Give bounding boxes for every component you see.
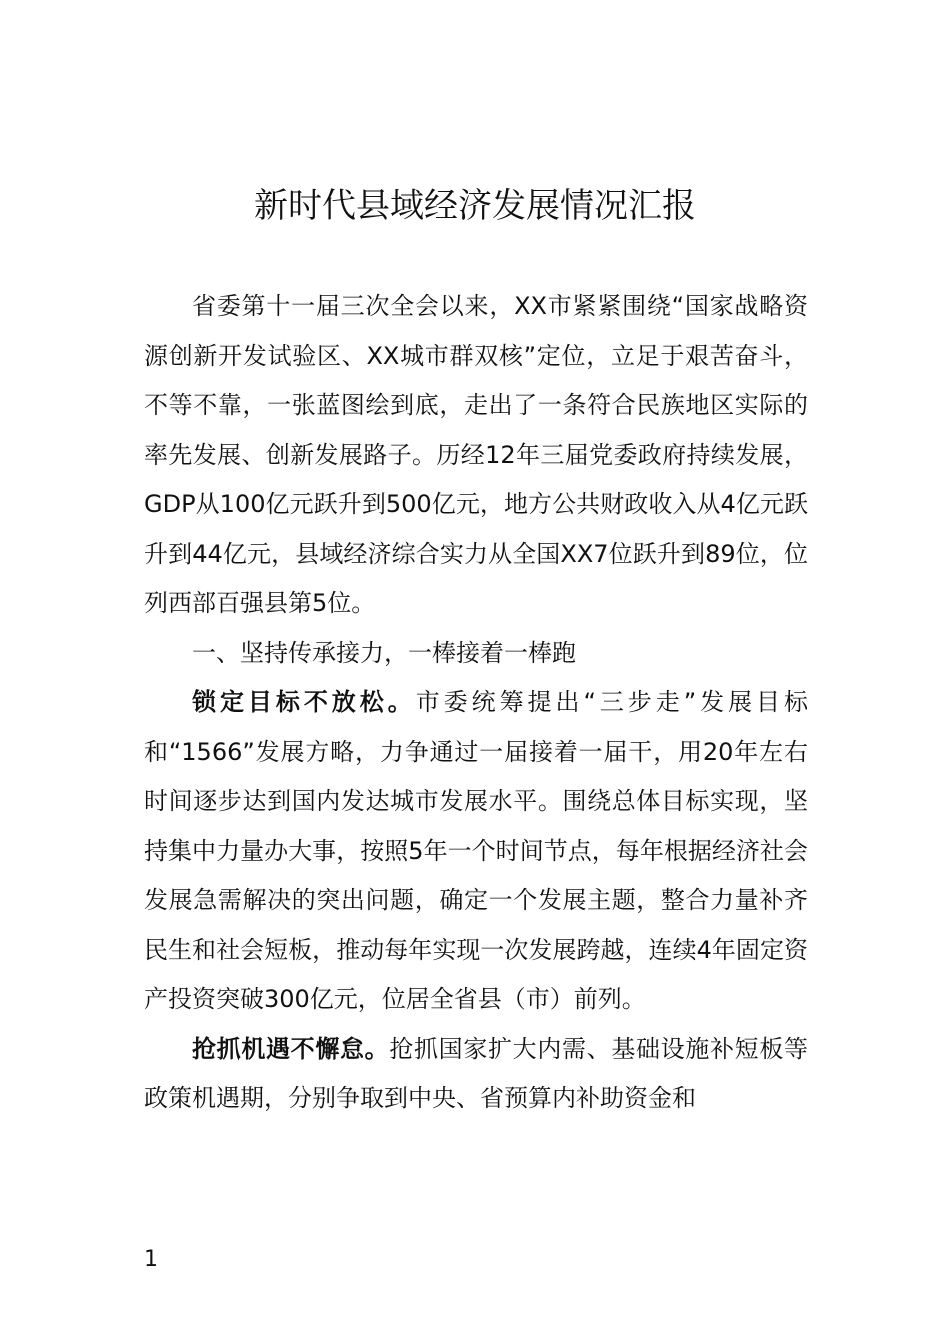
paragraph-lead: 锁定目标不放松。 [192, 688, 416, 716]
paragraph-lead: 抢抓机遇不懈怠。 [192, 1034, 390, 1063]
section-heading-1 [144, 629, 808, 679]
paragraph-opportunities [144, 1025, 808, 1124]
document-title: 新时代县域经济发展情况汇报 [254, 186, 696, 226]
paragraph-text: 省委第十一届三次全会以来，XX市紧紧围绕“国家战略资源创新开发试验区、XX城市群双核”定位，立足于艰苦奋斗，不等不靠，一张蓝图绘到底，走出了一条符合民族地区实际的率先发展、创新发展路子。历经12年三届党委政府持续发展，GDP从100亿元跃升到500亿元，地方公共财政收入从4亿元跃升到44亿元，县域经济综合实力从全国XX7位跃升到89位，位列西部百强县第5位。 [144, 292, 808, 617]
document-body [144, 282, 808, 1124]
paragraph-text: 一、坚持传承接力，一棒接着一棒跑 [192, 638, 576, 667]
paragraph-targets [144, 678, 808, 1025]
paragraph-text: 抢抓国家扩大内需、基础设施补短板等政策机遇期，分别争取到中央、省预算内补助资金和 [144, 1034, 809, 1112]
page-number: 1 [144, 1247, 158, 1272]
paragraph-intro [144, 282, 808, 629]
paragraph-text: 市委统筹提出“三步走”发展目标和“1566”发展方略，力争通过一届接着一届干，用20年左右时间逐步达到国内发达城市发展水平。围绕总体目标实现，坚持集中力量办大事，按照5年一个时间节点，每年根据经济社会发展急需解决的突出问题，确定一个发展主题，整合力量补齐民生和社会短板，推动每年实现一次发展跨越，连续4年固定资产投资突破300亿元，位居全省县（市）前列。 [144, 688, 808, 1013]
